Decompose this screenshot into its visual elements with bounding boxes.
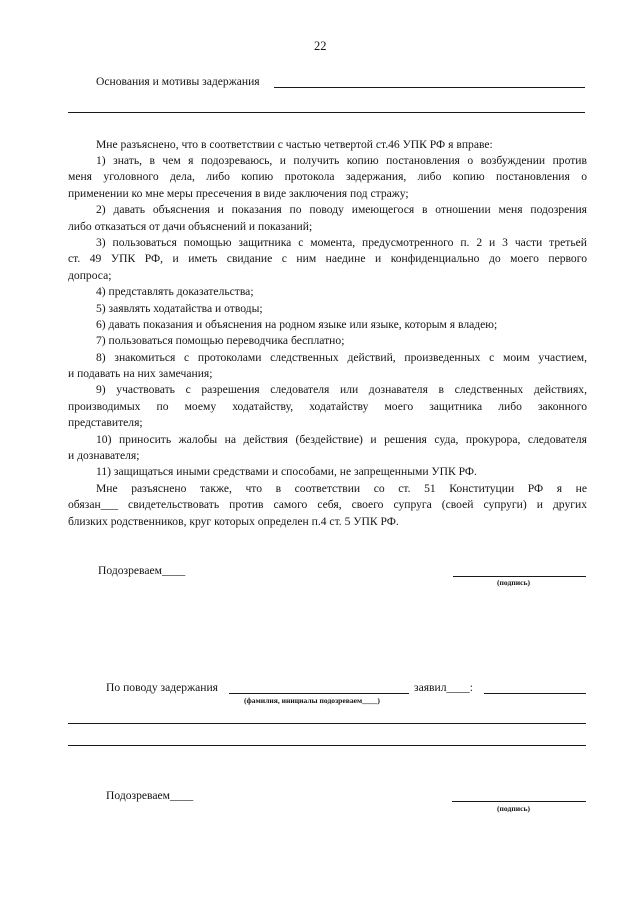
rights-line: допроса;	[68, 268, 112, 282]
page-number: 22	[314, 39, 327, 53]
rights-line: 9) участвовать с разрешения следователя или дознавателя в следственных действиях,	[96, 383, 587, 397]
rights-list	[68, 153, 587, 530]
grounds-label: Основания и мотивы задержания	[96, 75, 260, 88]
rights-line: и подавать на них замечания;	[68, 367, 213, 381]
rights-intro: Мне разъяснено, что в соответствии с частью четвертой ст.46 УПК РФ я вправе:	[96, 138, 493, 151]
rights-line: 10) приносить жалобы на действия (бездействие) и решения суда, прокурора, следователя	[96, 432, 587, 446]
suspect-label-1: Подозреваем____	[98, 564, 186, 577]
signature-caption-2: (подпись)	[497, 804, 530, 813]
signature-line-2	[452, 801, 586, 802]
rights-line: производимых по моему ходатайству, ходатайству моего защитника либо законного	[68, 399, 587, 413]
grounds-blank-line-2	[68, 112, 585, 113]
signature-line-1	[453, 576, 586, 577]
signature-caption-1: (подпись)	[497, 578, 530, 587]
rights-line: либо отказаться от дачи объяснений и показаний;	[68, 219, 313, 233]
suspect-label-2: Подозреваем____	[106, 789, 194, 802]
rights-line: обязан___ свидетельствовать против самого себя, своего супруга (своей супруги) и других	[68, 498, 587, 512]
grounds-blank-line-1	[274, 87, 585, 88]
rights-line: 11) защищаться иными средствами и способами, не запрещенными УПК РФ.	[96, 465, 477, 479]
rights-line: 7) пользоваться помощью переводчика бесплатно;	[96, 334, 345, 348]
detention-stated-label: заявил____:	[414, 681, 473, 694]
rights-line: близких родственников, круг которых определен п.4 ст. 5 УПК РФ.	[68, 514, 399, 528]
rights-line: 4) представлять доказательства;	[96, 285, 254, 299]
rights-line: 2) давать объяснения и показания по поводу имеющегося в отношении меня подозрения	[96, 203, 587, 217]
rights-line: меня уголовного дела, либо копию протокола задержания, либо копию постановления о	[68, 170, 587, 184]
rights-line: представителя;	[68, 416, 143, 430]
rights-line: 3) пользоваться помощью защитника с момента, предусмотренного п. 2 и 3 части третьей	[96, 235, 587, 249]
rights-line: 1) знать, в чем я подозреваюсь, и получить копию постановления о возбуждении против	[96, 154, 587, 167]
rights-line: 8) знакомиться с протоколами следственных действий, произведенных с моим участием,	[96, 350, 587, 364]
detention-stated-line	[484, 693, 586, 694]
detention-blank-line-1	[68, 723, 586, 724]
rights-line: 5) заявлять ходатайства и отводы;	[96, 301, 263, 315]
rights-line: 6) давать показания и объяснения на родном языке или языке, которым я владею;	[96, 317, 498, 331]
rights-line: применении ко мне меры пресечения в виде заключения под стражу;	[68, 186, 409, 200]
rights-line: и дознавателя;	[68, 449, 140, 463]
detention-name-caption: (фамилия, инициалы подозреваем____)	[244, 696, 380, 705]
detention-label: По поводу задержания	[106, 681, 218, 694]
rights-line: Мне разъяснено также, что в соответствии со ст. 51 Конституции РФ я не	[96, 481, 587, 495]
detention-blank-line-2	[68, 745, 586, 746]
detention-name-line	[229, 693, 409, 694]
rights-line: ст. 49 УПК РФ, и иметь свидание с ним наедине и конфиденциально до моего первого	[68, 252, 587, 266]
